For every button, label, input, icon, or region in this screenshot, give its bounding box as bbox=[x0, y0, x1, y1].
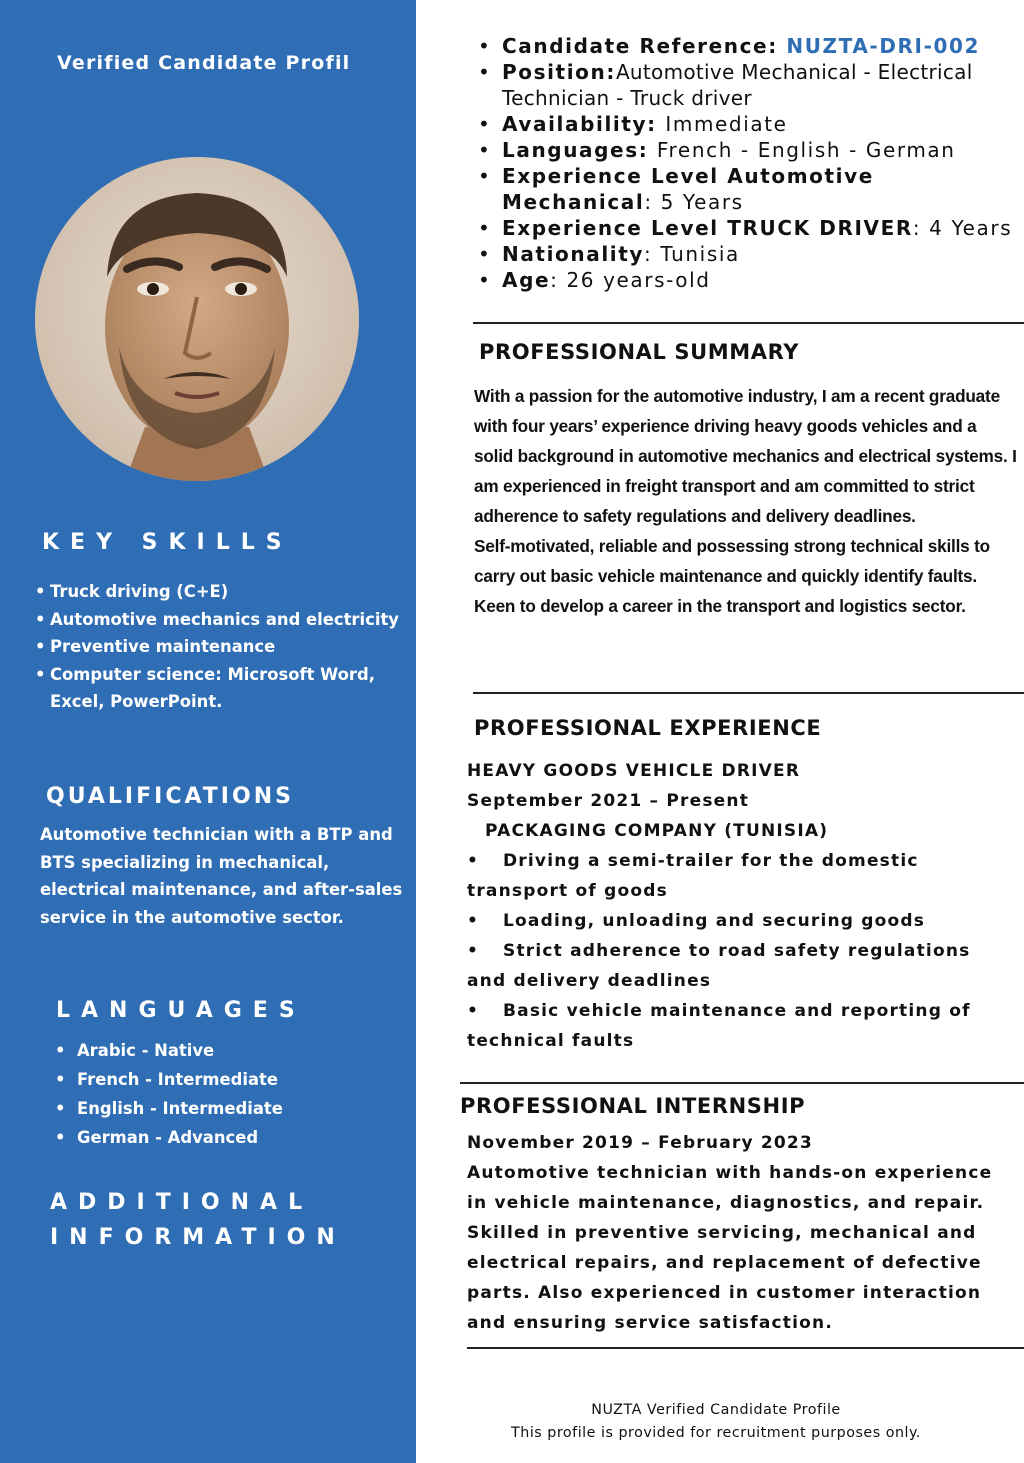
age-label: Age bbox=[502, 268, 551, 292]
exp-auto-value: : 5 Years bbox=[644, 190, 744, 214]
internship-text: Automotive technician with hands-on experience in vehicle maintenance, diagnostics, and repair. Skilled in preventive servicing, mechanical and electrical repairs, and replacement of defective parts. Also experienced in customer interaction and ensuring service satisfaction. bbox=[467, 1163, 993, 1333]
availability-label: Availability: bbox=[502, 112, 666, 136]
list-item: • Truck driving (C+E) bbox=[35, 578, 405, 606]
sidebar-title: Verified Candidate Profil bbox=[57, 52, 351, 74]
candidate-reference bbox=[478, 33, 1018, 59]
availability bbox=[478, 111, 1018, 137]
experience-company: PACKAGING COMPANY (TUNISIA) bbox=[485, 821, 829, 841]
languages-value: French - English - German bbox=[656, 138, 956, 162]
experience-block bbox=[467, 756, 1007, 1056]
qualifications-heading: QUALIFICATIONS bbox=[46, 784, 294, 809]
list-item: • Automotive mechanics and electricity bbox=[35, 606, 405, 634]
footer-line-1: NUZTA Verified Candidate Profile bbox=[591, 1402, 841, 1418]
list-item: • Basic vehicle maintenance and reporting of technical faults bbox=[467, 1001, 971, 1051]
list-item: • Arabic - Native bbox=[55, 1036, 385, 1065]
list-item: • Strict adherence to road safety regulations and delivery deadlines bbox=[467, 941, 971, 991]
experience-heading: PROFESSIONAL EXPERIENCE bbox=[474, 716, 822, 740]
position bbox=[478, 59, 1018, 111]
languages-list bbox=[55, 1036, 385, 1152]
reference-code: NUZTA-DRI-002 bbox=[786, 34, 981, 58]
availability-value: Immediate bbox=[665, 112, 788, 136]
nationality-value: : Tunisia bbox=[644, 242, 740, 266]
footer bbox=[466, 1399, 966, 1445]
divider bbox=[473, 322, 1024, 324]
exp-auto-label: Experience Level Automotive Mechanical bbox=[502, 164, 874, 214]
sidebar bbox=[0, 0, 416, 1463]
experience-dates: September 2021 – Present bbox=[467, 791, 750, 811]
age bbox=[478, 267, 1018, 293]
list-item: • English - Intermediate bbox=[55, 1094, 385, 1123]
divider bbox=[467, 1347, 1024, 1349]
divider bbox=[460, 1082, 1024, 1084]
exp-truck-label: Experience Level TRUCK DRIVER bbox=[502, 216, 913, 240]
list-item: • Computer science: Microsoft Word, Excel, PowerPoint. bbox=[35, 661, 405, 716]
additional-info-heading-line1: ADDITIONAL bbox=[50, 1190, 314, 1215]
internship-dates: November 2019 – February 2023 bbox=[467, 1133, 813, 1153]
summary-heading: PROFESSIONAL SUMMARY bbox=[479, 340, 800, 364]
position-value: Automotive Mechanical - Electrical Technician - Truck driver bbox=[502, 60, 973, 110]
list-item: • Driving a semi-trailer for the domestic transport of goods bbox=[467, 851, 919, 901]
key-skills-list bbox=[35, 578, 405, 716]
summary-paragraph-1: With a passion for the automotive industry, I am a recent graduate with four years’ experience driving heavy goods vehicles and a solid background in automotive mechanics and electrical systems. I am experienced in freight transport and am committed to strict adherence to safety regulations and delivery deadlines. bbox=[474, 386, 1017, 526]
position-label: Position: bbox=[502, 60, 616, 84]
list-item: • Preventive maintenance bbox=[35, 633, 405, 661]
list-item: • French - Intermediate bbox=[55, 1065, 385, 1094]
experience-auto bbox=[478, 163, 1018, 215]
candidate-photo bbox=[35, 157, 359, 481]
age-value: : 26 years-old bbox=[550, 268, 711, 292]
candidate-details bbox=[478, 33, 1018, 293]
reference-label: Candidate Reference: bbox=[502, 34, 787, 58]
list-item: • Loading, unloading and securing goods bbox=[467, 911, 926, 931]
experience-truck bbox=[478, 215, 1018, 241]
nationality-label: Nationality bbox=[502, 242, 645, 266]
summary-paragraph-2: Self-motivated, reliable and possessing strong technical skills to carry out basic vehicle maintenance and quickly identify faults. Keen to develop a career in the transport and logistics sector. bbox=[474, 536, 990, 616]
key-skills-heading: KEY SKILLS bbox=[42, 530, 293, 555]
languages-summary bbox=[478, 137, 1018, 163]
experience-role: HEAVY GOODS VEHICLE DRIVER bbox=[467, 761, 801, 781]
nationality bbox=[478, 241, 1018, 267]
divider bbox=[473, 692, 1024, 694]
languages-heading: LANGUAGES bbox=[56, 998, 306, 1023]
list-item: • German - Advanced bbox=[55, 1123, 385, 1152]
summary-text bbox=[474, 381, 1019, 621]
qualifications-text: Automotive technician with a BTP and BTS specializing in mechanical, electrical maintenance, and after-sales service in the automotive sector. bbox=[40, 825, 403, 927]
languages-label: Languages: bbox=[502, 138, 657, 162]
exp-truck-value: : 4 Years bbox=[912, 216, 1013, 240]
footer-line-2: This profile is provided for recruitment purposes only. bbox=[511, 1425, 921, 1441]
candidate-portrait-icon bbox=[35, 157, 359, 481]
additional-info-heading-line2: INFORMATION bbox=[50, 1225, 346, 1250]
internship-heading: PROFESSIONAL INTERNSHIP bbox=[460, 1094, 806, 1118]
internship-block bbox=[467, 1128, 1012, 1338]
